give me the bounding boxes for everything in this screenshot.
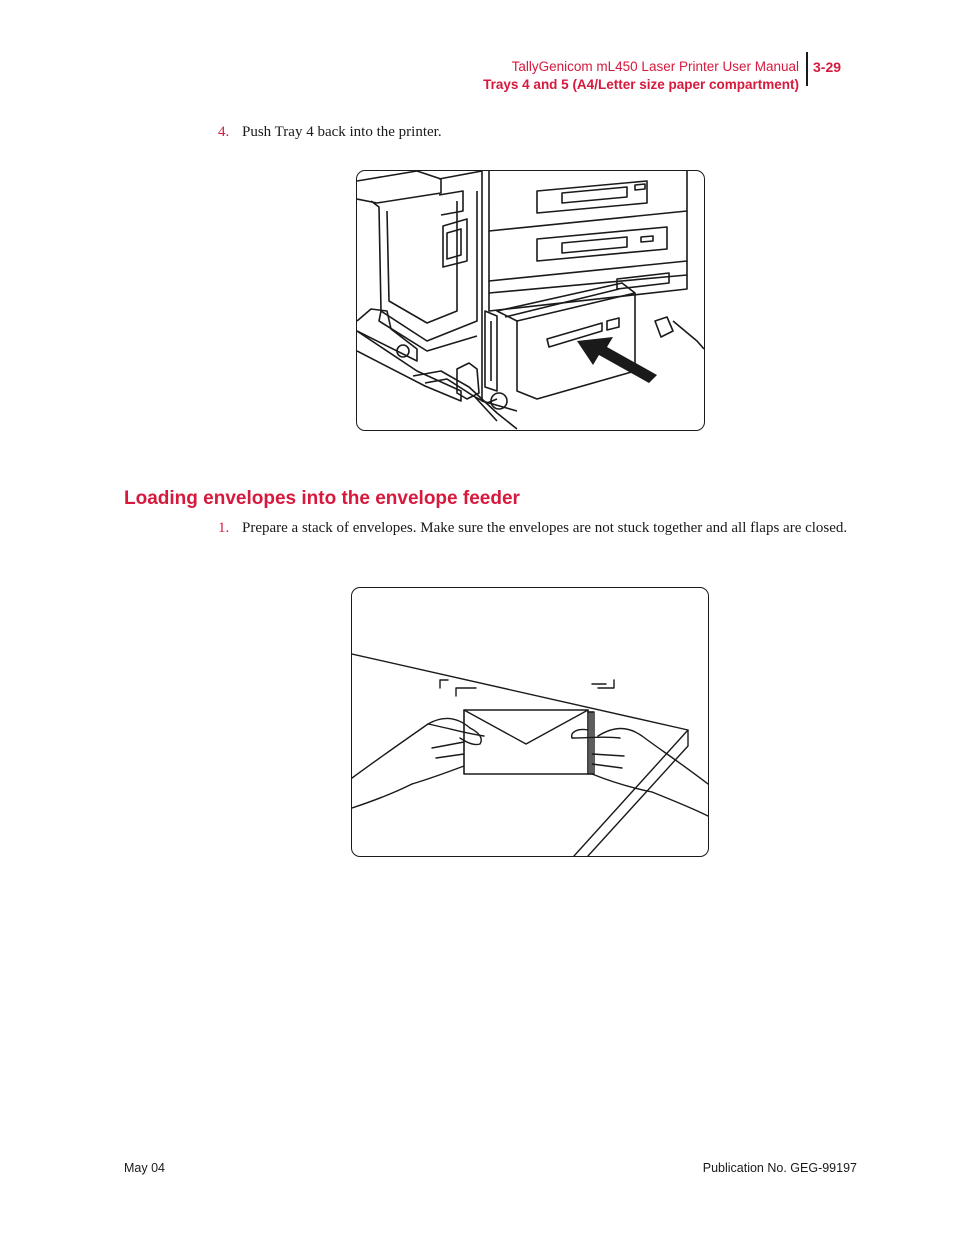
step-number: 1. bbox=[218, 520, 230, 536]
step-text: Push Tray 4 back into the printer. bbox=[242, 124, 442, 140]
section-title: Trays 4 and 5 (A4/Letter size paper compartment) bbox=[483, 77, 799, 92]
footer-date: May 04 bbox=[124, 1161, 165, 1175]
envelope-stack-illustration bbox=[351, 587, 709, 857]
step-text: Prepare a stack of envelopes. Make sure the envelopes are not stuck together and all flaps are closed. bbox=[242, 520, 848, 536]
hands-envelope-drawing bbox=[352, 588, 708, 856]
step-push-tray bbox=[218, 123, 442, 142]
printer-drawing bbox=[357, 171, 704, 430]
page-number: 3-29 bbox=[813, 59, 842, 75]
manual-title: TallyGenicom mL450 Laser Printer User Manual bbox=[511, 59, 799, 74]
section-heading: Loading envelopes into the envelope feeder bbox=[124, 488, 520, 509]
step-number: 4. bbox=[218, 124, 230, 140]
step-prepare-envelopes bbox=[218, 519, 858, 538]
footer-publication: Publication No. GEG-99197 bbox=[702, 1161, 857, 1175]
header-divider bbox=[806, 52, 808, 86]
tray-insertion-illustration bbox=[356, 170, 705, 431]
